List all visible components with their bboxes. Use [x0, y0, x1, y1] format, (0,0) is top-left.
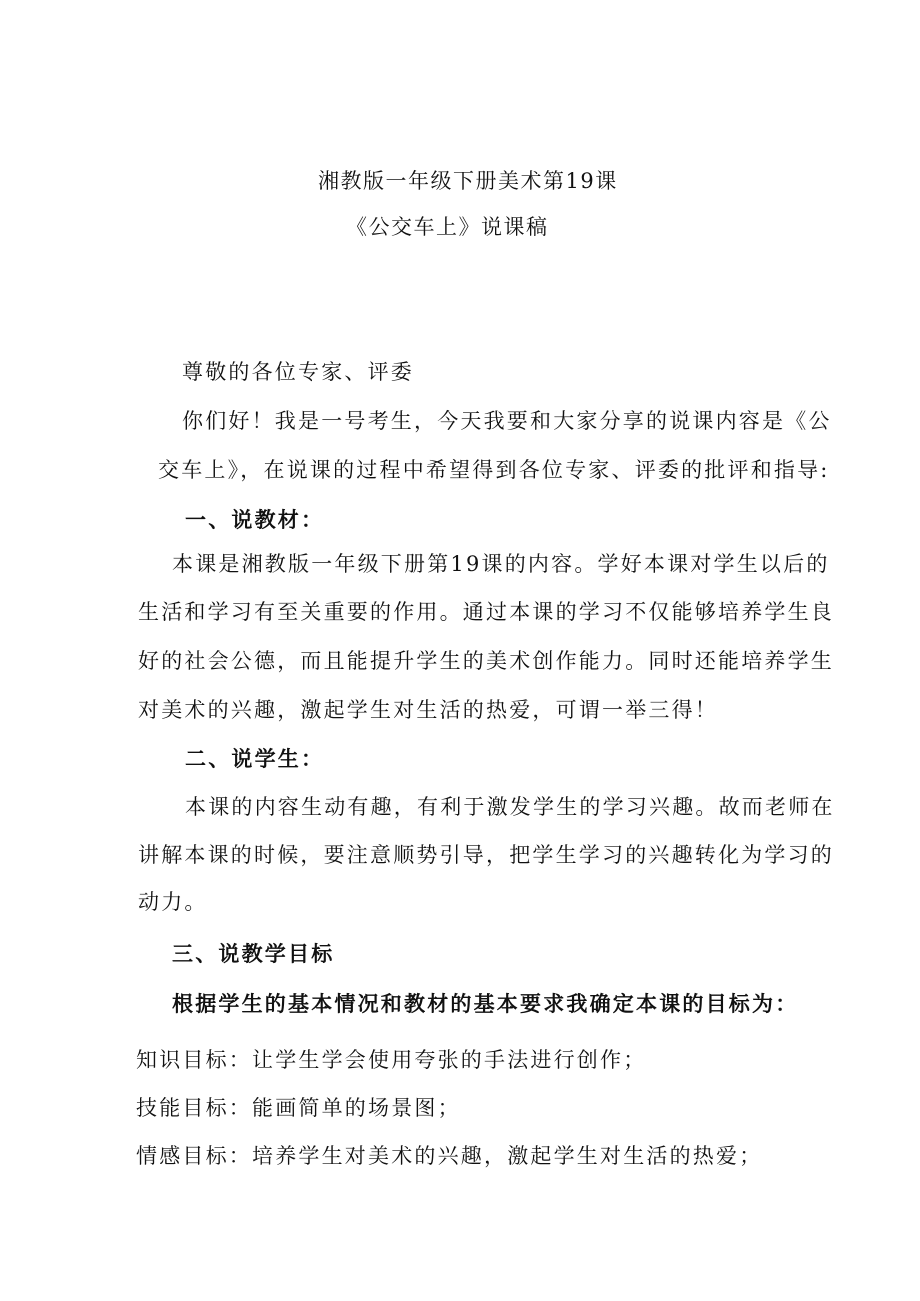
- intro-line: 你们好！我是一号考生，今天我要和大家分享的说课内容是《公: [182, 409, 832, 433]
- students-line: 动力。: [138, 890, 208, 914]
- materials-line: 生活和学习有至关重要的作用。通过本课的学习不仅能够培养学生良: [138, 600, 834, 624]
- document-title: 湘教版一年级下册美术第19课: [318, 169, 618, 193]
- goals-lead: 根据学生的基本情况和教材的基本要求我确定本课的目标为：: [172, 991, 799, 1016]
- goal-item-skill: 技能目标：能画简单的场景图；: [136, 1096, 461, 1120]
- document-subtitle: 《公交车上》说课稿: [346, 215, 549, 239]
- goal-item-emotion: 情感目标：培养学生对美术的兴趣，激起学生对生活的热爱；: [136, 1144, 763, 1168]
- students-line: 本课的内容生动有趣，有利于激发学生的学习兴趣。故而老师在: [185, 795, 835, 819]
- section-heading-students: 二、说学生：: [185, 746, 325, 771]
- section-heading-materials: 一、说教材：: [185, 507, 325, 532]
- intro-line: 交车上》，在说课的过程中希望得到各位专家、评委的批评和指导:: [158, 458, 830, 482]
- materials-line: 对美术的兴趣，激起学生对生活的热爱，可谓一举三得！: [138, 698, 718, 722]
- greeting: 尊敬的各位专家、评委: [182, 360, 414, 384]
- goal-item-knowledge: 知识目标：让学生学会使用夸张的手法进行创作；: [136, 1048, 647, 1072]
- materials-line: 好的社会公德，而且能提升学生的美术创作能力。同时还能培养学生: [138, 649, 834, 673]
- materials-line: 本课是湘教版一年级下册第19课的内容。学好本课对学生以后的: [172, 552, 830, 576]
- students-line: 讲解本课的时候，要注意顺势引导，把学生学习的兴趣转化为学习的: [138, 843, 834, 867]
- section-heading-goals: 三、说教学目标: [172, 941, 335, 966]
